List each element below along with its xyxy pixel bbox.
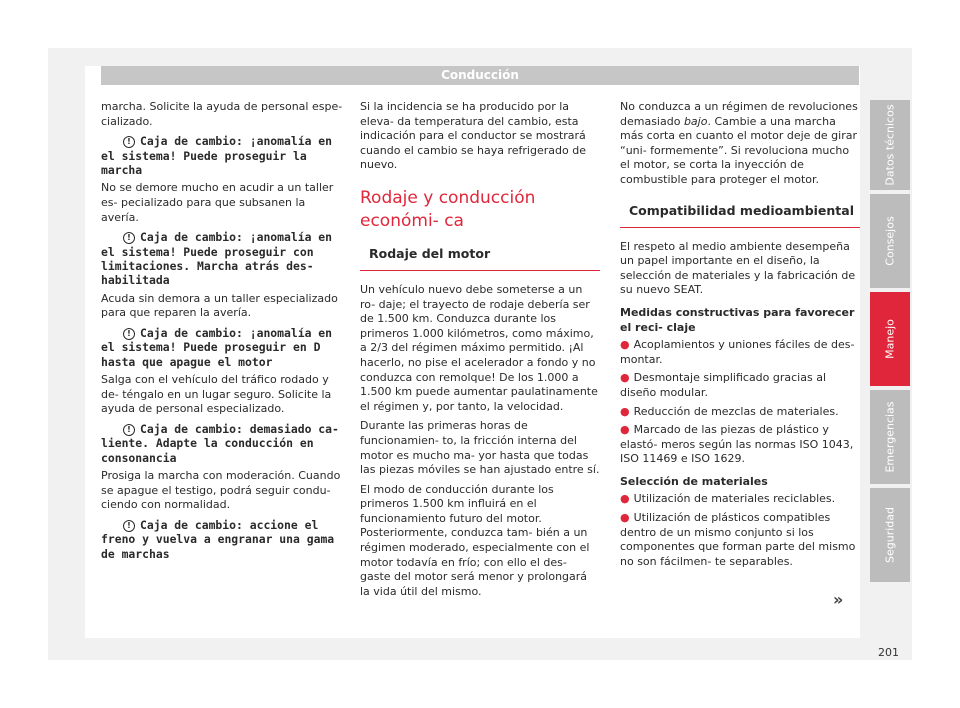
- column-middle: [360, 100, 600, 604]
- column-left: [101, 100, 343, 565]
- paragraph: Si la incidencia se ha producido por la eleva- da temperatura del cambio, esta indicación para el conductor se mostrará cuando el cambio se haya refrigerado de nuevo.: [360, 100, 586, 172]
- list-item: ● Utilización de plásticos compatibles dentro de un mismo conjunto si los componentes que forman parte del mismo no son fácilmen- te separables.: [620, 511, 856, 568]
- subsection-heading: Compatibilidad medioambiental: [620, 202, 860, 228]
- tab-manejo[interactable]: Manejo: [870, 292, 910, 386]
- tab-consejos[interactable]: Consejos: [870, 194, 910, 288]
- list-item: ● Acoplamientos y uniones fáciles de des- montar.: [620, 338, 855, 366]
- warning-text: Caja de cambio: ¡anomalía en el sistema! Puede proseguir la marcha: [101, 134, 333, 177]
- warning-text: Caja de cambio: ¡anomalía en el sistema! Puede proseguir en D hasta que apague el motor: [101, 326, 333, 369]
- emphasis-text: bajo: [683, 114, 708, 128]
- paragraph: El respeto al medio ambiente desempeña un papel importante en el diseño, la selección de materiales y la fabricación de su nuevo SEAT.: [620, 239, 856, 297]
- text-run: . Cambie a una marcha más corta en cuanto el motor deje de girar “uni- formemente”. Si revoluciona mucho el motor, se corta la inyección de combustible para proteger el motor.: [620, 114, 858, 186]
- section-heading: Rodaje y conducción económi- ca: [360, 187, 536, 231]
- warning-message: [101, 518, 343, 561]
- paragraph: marcha. Solicite la ayuda de personal espe- cializado.: [101, 100, 343, 128]
- bullet-icon: ●: [620, 338, 630, 352]
- chapter-header: Conducción: [101, 66, 859, 85]
- list-item: ● Marcado de las piezas de plástico y elastó- meros según las normas ISO 1043, ISO 11469 e ISO 1629.: [620, 423, 854, 466]
- warning-message: [101, 230, 343, 288]
- warning-message: [101, 422, 343, 465]
- warning-text: Caja de cambio: demasiado ca- liente. Adapte la conducción en consonancia: [101, 422, 339, 465]
- chapter-tabs: [870, 100, 910, 586]
- warning-message: [101, 326, 343, 369]
- text-run: No conduzca a un régimen de revoluciones demasiado: [620, 100, 858, 128]
- paragraph: El modo de conducción durante los primeros 1.500 km influirá en el funcionamiento futuro del motor. Posteriormente, conduzca tam- bién a un régimen moderado, especialmente con el motor todavía en frío; con ello el des- gaste del motor será menor y prolongará la vida útil del mismo.: [360, 482, 590, 598]
- bullet-icon: ●: [620, 404, 630, 418]
- paragraph: Durante las primeras horas de funcionamien- to, la fricción interna del motor es mucho ma- yor hasta que todas las piezas móviles se han ajustado entre sí.: [360, 419, 600, 477]
- warning-icon: !: [123, 424, 135, 436]
- page-number: 201: [878, 646, 899, 659]
- list-item: ● Utilización de materiales reciclables.: [620, 492, 836, 506]
- continue-arrow-icon[interactable]: »: [833, 590, 844, 609]
- paragraph: Salga con el vehículo del tráfico rodado y de- téngalo en un lugar seguro. Solicite la ayuda de personal especializado.: [101, 373, 332, 416]
- bullet-icon: ●: [620, 511, 630, 525]
- paragraph: Acuda sin demora a un taller especializado para que reparen la avería.: [101, 291, 338, 320]
- warning-icon: !: [123, 520, 135, 532]
- warning-text: Caja de cambio: accione el freno y vuelva a engranar una gama de marchas: [101, 518, 335, 561]
- warning-icon: !: [123, 232, 135, 244]
- warning-text: Caja de cambio: ¡anomalía en el sistema! Puede proseguir con limitaciones. Marcha atrás des- habilitada: [101, 230, 333, 288]
- paragraph: Un vehículo nuevo debe someterse a un ro- daje; el trayecto de rodaje debería ser de 1.500 km. Conduzca durante los primeros 1.000 kilómetros, como máximo, a 2/3 del régimen máximo permitido. ¡Al hacerlo, no pise el acelerador a fondo y no conduzca con remolque! De los 1.000 a 1.500 km puede aumentar paulatinamente el régimen y, por tanto, la velocidad.: [360, 282, 598, 413]
- bullet-list: [620, 338, 860, 467]
- list-heading: Selección de materiales: [620, 474, 768, 488]
- warning-message: [101, 134, 343, 177]
- warning-icon: !: [123, 328, 135, 340]
- paragraph: Prosiga la marcha con moderación. Cuando se apague el testigo, podrá seguir condu- ciendo con normalidad.: [101, 469, 341, 512]
- tab-datos-tecnicos[interactable]: Datos técnicos: [870, 100, 910, 190]
- subsection-heading: Rodaje del motor: [360, 245, 600, 271]
- tab-seguridad[interactable]: Seguridad: [870, 488, 910, 582]
- warning-icon: !: [123, 136, 135, 148]
- list-item: ● Desmontaje simplificado gracias al diseño modular.: [620, 371, 827, 399]
- list-item: ● Reducción de mezclas de materiales.: [620, 404, 839, 418]
- paragraph: No se demore mucho en acudir a un taller es- pecializado para que subsanen la avería.: [101, 181, 334, 224]
- tab-emergencias[interactable]: Emergencias: [870, 390, 910, 484]
- list-heading: Medidas constructivas para favorecer el reci- claje: [620, 305, 855, 334]
- column-right: [620, 100, 860, 573]
- bullet-list: [620, 492, 860, 569]
- bullet-icon: ●: [620, 371, 630, 385]
- bullet-icon: ●: [620, 423, 630, 437]
- bullet-icon: ●: [620, 492, 630, 506]
- paragraph: [620, 100, 860, 188]
